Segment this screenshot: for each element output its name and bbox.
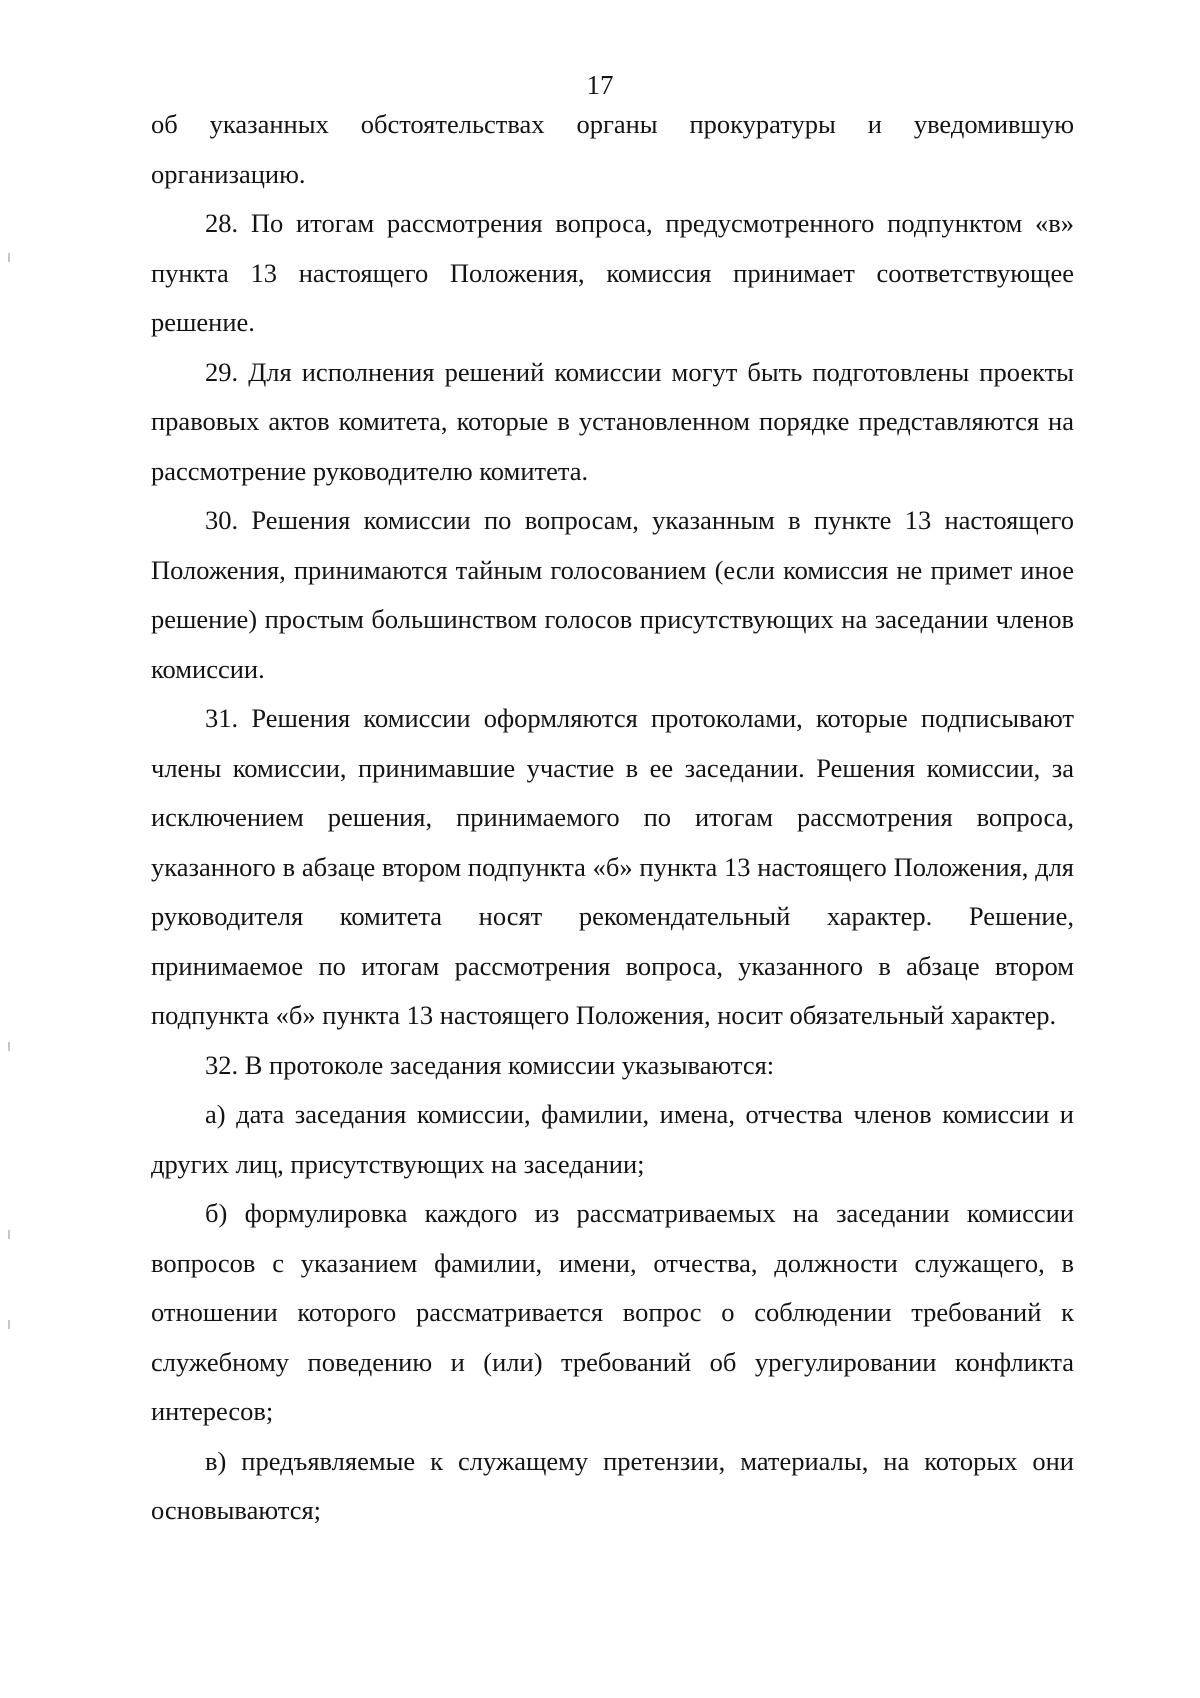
paragraph-32-item-v: в) предъявляемые к служащему претензии, материалы, на которых они основываются;	[151, 1445, 1074, 1525]
paragraph-32: 32. В протоколе заседания комиссии указываются:	[205, 1049, 775, 1080]
paragraph-28: 28. По итогам рассмотрения вопроса, предусмотренного подпунктом «в» пункта 13 настоящего Положения, комиссия принимает соответствующее решение.	[151, 208, 1074, 337]
paragraph-31: 31. Решения комиссии оформляются протоколами, которые подписывают члены комиссии, принимавшие участие в ее заседании. Решения комиссии, за исключением решения, принимаемого по итогам рассмотрения вопроса, указанного в абзаце втором подпункта «б» пункта 13 настоящего Положения, для руководителя комитета носят рекомендательный характер. Решение, принимаемое по итогам рассмотрения вопроса, указанного в абзаце втором подпункта «б» пункта 13 настоящего Положения, носит обязательный характер.	[151, 703, 1074, 1030]
paragraph-continuation: об указанных обстоятельствах органы прокуратуры и уведомившую организацию.	[151, 109, 1074, 189]
page-number: 17	[586, 70, 614, 100]
paragraph-32-item-a: а) дата заседания комиссии, фамилии, имена, отчества членов комиссии и других лиц, присутствующих на заседании;	[151, 1099, 1074, 1179]
document-body	[151, 100, 1074, 1536]
scan-artifact-mark	[8, 1320, 10, 1329]
scan-artifact-mark	[8, 1042, 10, 1051]
paragraph-30: 30. Решения комиссии по вопросам, указанным в пункте 13 настоящего Положения, принимаются тайным голосованием (если комиссия не примет иное решение) простым большинством голосов присутствующих на заседании членов комиссии.	[151, 505, 1074, 684]
paragraph-29: 29. Для исполнения решений комиссии могут быть подготовлены проекты правовых актов комитета, которые в установленном порядке представляются на рассмотрение руководителю комитета.	[151, 356, 1074, 486]
scan-artifact-mark	[8, 1230, 10, 1239]
scan-artifact-mark	[8, 253, 10, 262]
paragraph-32-item-b: б) формулировка каждого из рассматриваемых на заседании комиссии вопросов с указанием фамилии, имени, отчества, должности служащего, в отношении которого рассматривается вопрос о соблюдении требований к служебному поведению и (или) требований об урегулировании конфликта интересов;	[151, 1198, 1074, 1426]
